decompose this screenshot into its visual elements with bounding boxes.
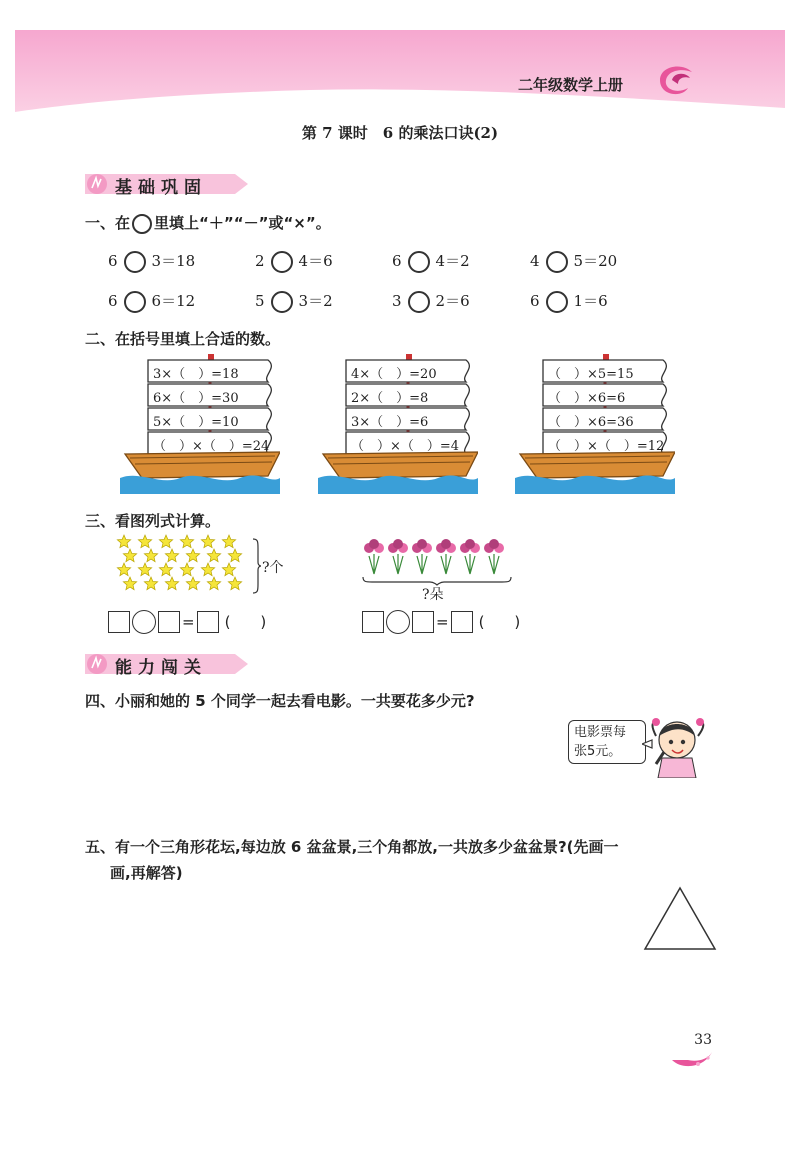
answer-circle[interactable] [132, 610, 156, 634]
star-icon [117, 535, 130, 548]
answer-circle[interactable] [408, 291, 430, 313]
star-icon [138, 563, 151, 576]
stars-brace [252, 538, 262, 594]
speech-bubble [568, 720, 646, 764]
answer-circle[interactable] [124, 251, 146, 273]
q5-line2: 画,再解答) [110, 864, 183, 882]
q1-prefix: 一、在 [85, 214, 131, 232]
star-icon [201, 535, 214, 548]
section-tag-ability [85, 652, 250, 676]
flowers-label: ?朵 [422, 587, 444, 603]
q1-title [85, 212, 331, 234]
section-tag-label: 基础巩固 [115, 178, 207, 198]
q1-item: 5 3＝2 [255, 290, 333, 313]
answer-box[interactable] [108, 611, 130, 633]
star-icon [144, 549, 157, 562]
q2-title: 二、在括号里填上合适的数。 [85, 330, 281, 348]
ship-card: 3×（ ）=18 6×（ ）=30 5×（ ）=10 （ ）×（ ）=24 [120, 354, 280, 494]
lesson-title: 第 7 课时 6 的乘法口诀(2) [301, 124, 499, 142]
star-icon [144, 577, 157, 590]
answer-box[interactable] [412, 611, 434, 633]
star-icon [222, 563, 235, 576]
star-icon [159, 563, 172, 576]
star-icon [123, 577, 136, 590]
star-icon [228, 549, 241, 562]
answer-circle[interactable] [271, 291, 293, 313]
star-icon [186, 549, 199, 562]
q1-item: 2 4＝6 [255, 250, 333, 273]
answer-box[interactable] [362, 611, 384, 633]
star-icon [117, 563, 130, 576]
answer-circle[interactable] [546, 291, 568, 313]
answer-circle[interactable] [546, 251, 568, 273]
q1-item: 6 1＝6 [530, 290, 608, 313]
star-icon [207, 549, 220, 562]
star-icon [165, 549, 178, 562]
flower-bouquet-icon [388, 539, 408, 574]
triangle-icon [642, 886, 718, 952]
answer-box[interactable] [197, 611, 219, 633]
page-number: 33 [694, 1032, 712, 1048]
star-icon [138, 535, 151, 548]
moon-icon [668, 1030, 716, 1070]
star-icon [222, 535, 235, 548]
grade-label: 二年级数学上册 [518, 76, 624, 94]
q5-line1: 五、有一个三角形花坛,每边放 6 盆盆景,三个角都放,一共放多少盆盆景?(先画一 [85, 838, 619, 856]
star-icon [180, 563, 193, 576]
star-icon [228, 577, 241, 590]
star-icon [201, 563, 214, 576]
flower-bouquet-icon [436, 539, 456, 574]
star-icon [123, 549, 136, 562]
ship-card: （ ）×5=15 （ ）×6=6 （ ）×6=36 （ ）×（ ）=12 [515, 354, 675, 494]
answer-circle[interactable] [408, 251, 430, 273]
answer-circle[interactable] [386, 610, 410, 634]
star-icon [159, 535, 172, 548]
flower-bouquet-icon [460, 539, 480, 574]
ship-card: 4×（ ）=20 2×（ ）=8 3×（ ）=6 （ ）×（ ）=4 [318, 354, 478, 494]
answer-box[interactable] [158, 611, 180, 633]
circle-symbol [132, 214, 152, 234]
girl-icon [642, 708, 712, 778]
star-icon [207, 577, 220, 590]
unit-paren: ( ) [478, 612, 521, 631]
q1-item: 6 6＝12 [108, 290, 195, 313]
q1-suffix: 里填上“＋”“－”或“×”。 [154, 214, 331, 232]
section-tag-label: 能力闯关 [115, 658, 207, 678]
star-icon [165, 577, 178, 590]
stars-picture [110, 532, 260, 594]
logo-icon [652, 60, 698, 100]
stars-label: ?个 [262, 560, 284, 576]
section-tag-basic [85, 172, 250, 196]
answer-circle[interactable] [124, 291, 146, 313]
q3-title: 三、看图列式计算。 [85, 512, 221, 530]
speech-line: 张5元。 [574, 744, 622, 759]
equals-sign: = [182, 612, 195, 631]
q1-item: 3 2＝6 [392, 290, 470, 313]
q1-item: 4 5＝20 [530, 250, 617, 273]
q4-title: 四、小丽和她的 5 个同学一起去看电影。一共要花多少元? [85, 692, 475, 710]
equals-sign: = [436, 612, 449, 631]
flower-bouquet-icon [364, 539, 384, 574]
answer-box[interactable] [451, 611, 473, 633]
speech-line: 电影票每 [574, 725, 627, 740]
calc-row-flowers [362, 610, 520, 634]
star-icon [186, 577, 199, 590]
q1-item: 6 3＝18 [108, 250, 195, 273]
calc-row-stars [108, 610, 266, 634]
q1-item: 6 4＝2 [392, 250, 470, 273]
flower-bouquet-icon [412, 539, 432, 574]
unit-paren: ( ) [224, 612, 267, 631]
answer-circle[interactable] [271, 251, 293, 273]
flower-bouquet-icon [484, 539, 504, 574]
flowers-picture [362, 538, 512, 578]
star-icon [180, 535, 193, 548]
